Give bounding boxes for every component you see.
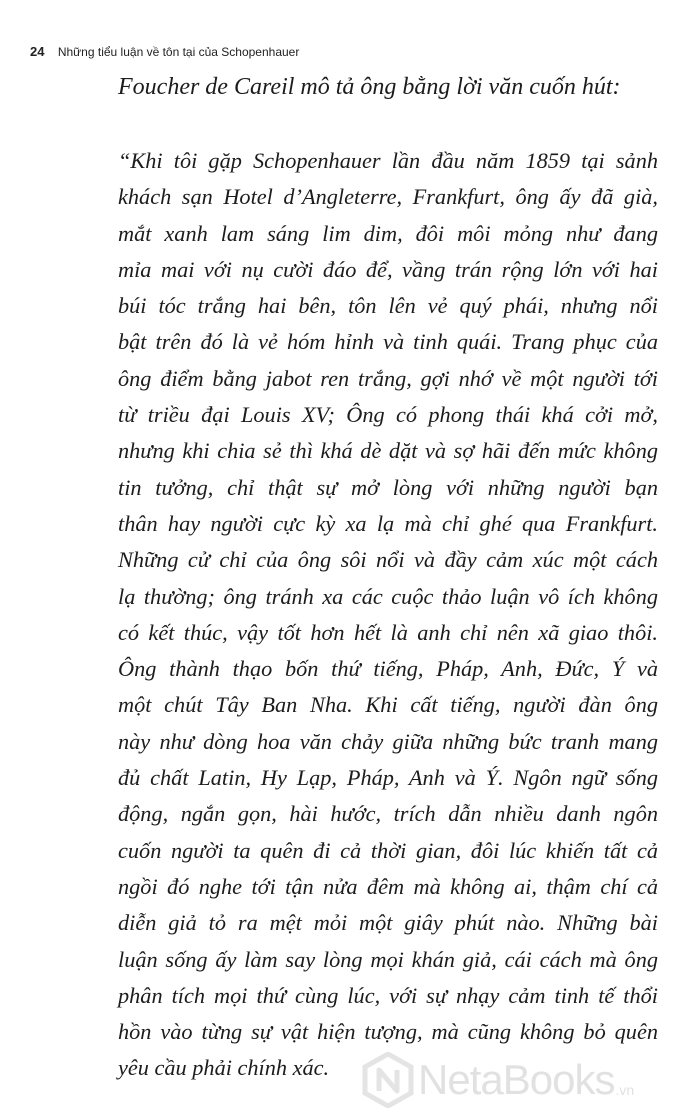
quote-line: động, ngắn gọn, hài hước, trích dẫn nhiều danh ngôn [118, 801, 658, 827]
netabooks-logo-icon [362, 1052, 414, 1108]
quote-line: mắt xanh lam sáng lim dim, đôi môi mỏng như đang [118, 220, 658, 246]
quote-line: nhưng khi chia sẻ thì khá dè dặt và sợ hãi đến mức không [118, 438, 658, 464]
quote-line: diễn giả tỏ ra mệt mỏi một giây phút nào. Những bài [118, 910, 658, 936]
watermark-suffix: .vn [615, 1082, 635, 1098]
quote-line: thân hay người cực kỳ xa lạ mà chỉ ghé qua Frankfurt. [118, 510, 658, 536]
watermark [362, 1052, 634, 1108]
quote-line: yêu cầu phải chính xác. [118, 1055, 330, 1081]
quote-line: bật trên đó là vẻ hóm hỉnh và tinh quái. Trang phục của [118, 329, 658, 355]
quote-line: phân tích mọi thứ cùng lúc, với sự nhạy cảm tinh tế thổi [118, 982, 658, 1008]
quote-line: ngồi đó nghe tới tận nửa đêm mà không ai, thậm chí cả [118, 873, 658, 899]
quote-line: Ông thành thạo bốn thứ tiếng, Pháp, Anh, Đức, Ý và [118, 656, 658, 682]
running-header [30, 44, 299, 59]
quote-line: này như dòng hoa văn chảy giữa những bức tranh mang [118, 728, 658, 754]
quote-line: có kết thúc, vậy tốt hơn hết là anh chỉ nên xã giao thôi. [118, 619, 658, 645]
quote-line: ông điểm bằng jabot ren trắng, gợi nhớ về một người tới [118, 365, 658, 391]
quote-block [118, 143, 658, 1087]
quote-line: lạ thường; ông tránh xa các cuộc thảo luận vô ích không [118, 583, 658, 609]
quote-line: tin tưởng, chỉ thật sự mở lòng với những người bạn [118, 474, 658, 500]
quote-line: luận sống ấy làm say lòng mọi khán giả, cái cách mà ông [118, 946, 658, 972]
quote-line: đủ chất Latin, Hy Lạp, Pháp, Anh và Ý. Ngôn ngữ sống [118, 765, 658, 791]
quote-line: mỉa mai với nụ cười đáo để, vầng trán rộng lớn với hai [118, 256, 658, 282]
quote-line: Những cử chỉ của ông sôi nổi và đầy cảm xúc một cách [118, 547, 658, 573]
quote-line: búi tóc trắng hai bên, tôn lên vẻ quý phái, nhưng nổi [118, 293, 658, 319]
page-number: 24 [30, 44, 45, 59]
quote-line: “Khi tôi gặp Schopenhauer lần đầu năm 1859 tại sảnh [118, 148, 658, 173]
quote-line: hồn vào từng sự vật hiện tượng, mà cũng không bỏ quên [118, 1019, 658, 1045]
watermark-text: NetaBooks [418, 1056, 615, 1103]
quote-line: khách sạn Hotel d’Angleterre, Frankfurt, ông ấy đã già, [118, 184, 658, 210]
running-title: Những tiểu luận về tôn tại của Schopenhauer [57, 45, 300, 59]
quote-line: một chút Tây Ban Nha. Khi cất tiếng, người đàn ông [118, 692, 658, 718]
quote-line: cuốn người ta quên đi cả thời gian, đôi lúc khiến tất cả [118, 837, 658, 863]
intro-paragraph: Foucher de Careil mô tả ông bằng lời văn cuốn hút: [118, 74, 621, 100]
quote-line: từ triều đại Louis XV; Ông có phong thái khá cởi mở, [118, 402, 658, 428]
